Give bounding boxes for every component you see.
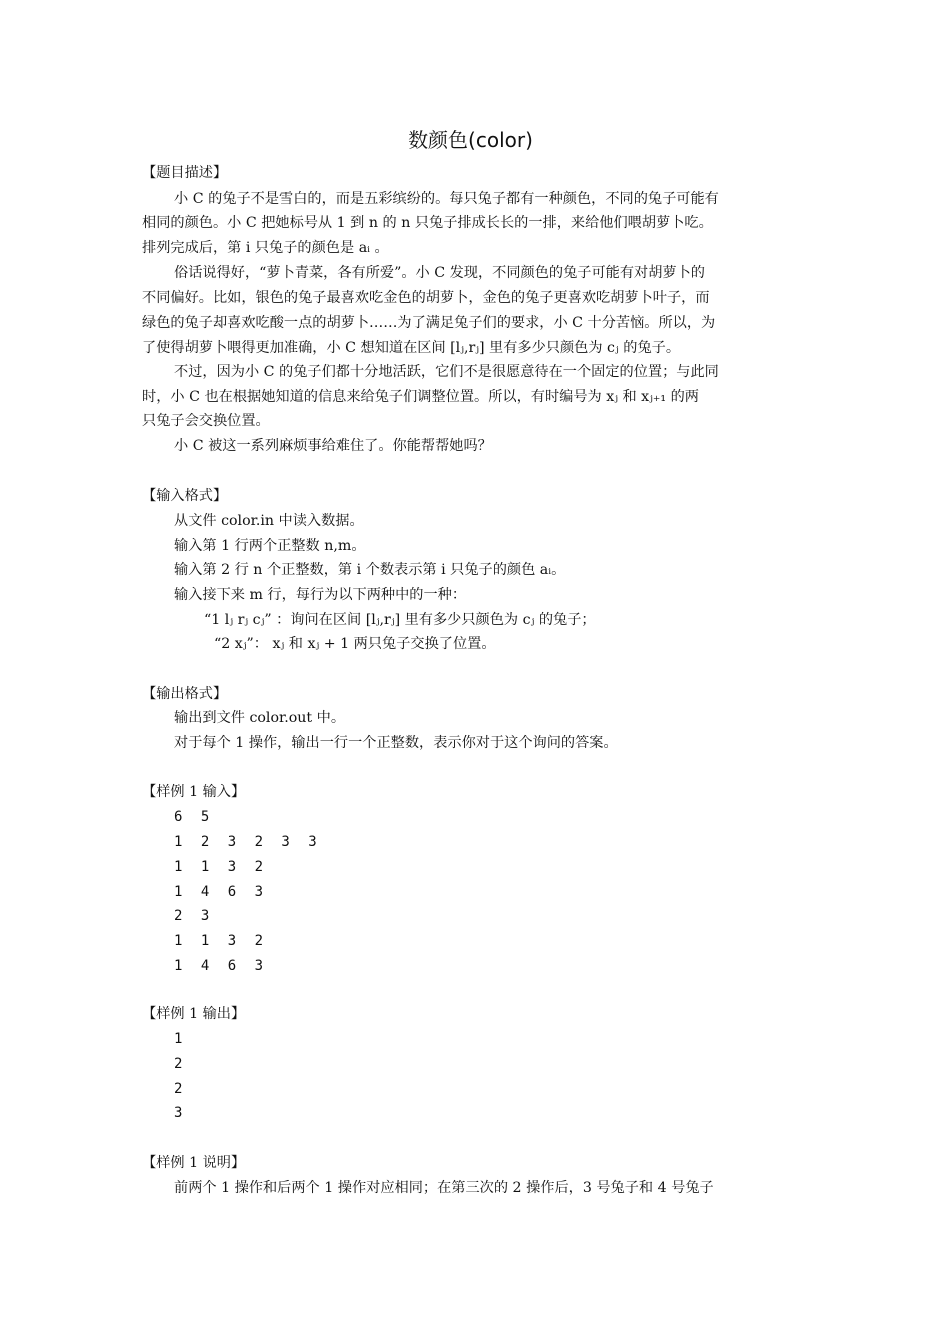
description-line: 排列完成后，第 i 只兔子的颜色是 aᵢ 。 — [142, 240, 389, 256]
description-line: 小 C 被这一系列麻烦事给难住了。你能帮帮她吗？ — [174, 438, 492, 454]
sample-input-line: 6 5 — [174, 809, 215, 825]
explanation-line: 前两个 1 操作和后两个 1 操作对应相同；在第三次的 2 操作后，3 号兔子和 4 号兔子 — [174, 1180, 714, 1196]
section-heading-output: 【输出格式】 — [142, 686, 228, 702]
sample-input-line: 1 2 3 2 3 3 — [174, 834, 322, 850]
sample-input-line: 2 3 — [174, 908, 215, 924]
sample-output-line: 3 — [174, 1105, 188, 1121]
sample-input-line: 1 4 6 3 — [174, 884, 269, 900]
description-line: 只兔子会交换位置。 — [142, 413, 270, 429]
input-line: 输入第 2 行 n 个正整数，第 i 个数表示第 i 只兔子的颜色 aᵢ。 — [174, 562, 566, 578]
description-line: 小 C 的兔子不是雪白的，而是五彩缤纷的。每只兔子都有一种颜色，不同的兔子可能有 — [174, 191, 719, 207]
input-line: 输入接下来 m 行，每行为以下两种中的一种： — [174, 587, 467, 603]
description-line: 俗话说得好，“萝卜青菜，各有所爱”。小 C 发现，不同颜色的兔子可能有对胡萝卜的 — [174, 265, 705, 281]
sample-output-line: 2 — [174, 1056, 188, 1072]
section-heading-sample-explanation: 【样例 1 说明】 — [142, 1155, 246, 1171]
input-line: “1 lⱼ rⱼ cⱼ” ：询问在区间 [lⱼ,rⱼ] 里有多少只颜色为 cⱼ 的兔子； — [204, 612, 596, 628]
description-line: 绿色的兔子却喜欢吃酸一点的胡萝卜……为了满足兔子们的要求，小 C 十分苦恼。所以，为 — [142, 315, 716, 331]
section-heading-sample-input: 【样例 1 输入】 — [142, 784, 246, 800]
description-line: 了使得胡萝卜喂得更加准确，小 C 想知道在区间 [lⱼ,rⱼ] 里有多少只颜色为 cⱼ 的兔子。 — [142, 340, 681, 356]
description-line: 不过，因为小 C 的兔子们都十分地活跃，它们不是很愿意待在一个固定的位置；与此同 — [174, 364, 719, 380]
section-heading-sample-output: 【样例 1 输出】 — [142, 1006, 246, 1022]
sample-input-line: 1 1 3 2 — [174, 933, 269, 949]
sample-output-line: 2 — [174, 1081, 188, 1097]
input-line: “2 xⱼ”： xⱼ 和 xⱼ + 1 两只兔子交换了位置。 — [214, 636, 496, 652]
description-line: 不同偏好。比如，银色的兔子最喜欢吃金色的胡萝卜，金色的兔子更喜欢吃胡萝卜叶子，而 — [142, 290, 710, 306]
output-line: 对于每个 1 操作，输出一行一个正整数，表示你对于这个询问的答案。 — [174, 735, 618, 751]
output-line: 输出到文件 color.out 中。 — [174, 710, 346, 726]
page-title: 数颜色(color) — [408, 128, 533, 152]
input-line: 输入第 1 行两个正整数 n,m。 — [174, 538, 366, 554]
section-heading-input: 【输入格式】 — [142, 488, 228, 504]
description-line: 时，小 C 也在根据她知道的信息来给兔子们调整位置。所以，有时编号为 xⱼ 和 xⱼ₊₁ 的两 — [142, 389, 699, 405]
sample-input-line: 1 4 6 3 — [174, 958, 269, 974]
sample-input-line: 1 1 3 2 — [174, 859, 269, 875]
section-heading-description: 【题目描述】 — [142, 165, 228, 181]
sample-output-line: 1 — [174, 1031, 188, 1047]
description-line: 相同的颜色。小 C 把她标号从 1 到 n 的 n 只兔子排成长长的一排，来给他们喂胡萝卜吃。 — [142, 215, 713, 231]
input-line: 从文件 color.in 中读入数据。 — [174, 513, 364, 529]
